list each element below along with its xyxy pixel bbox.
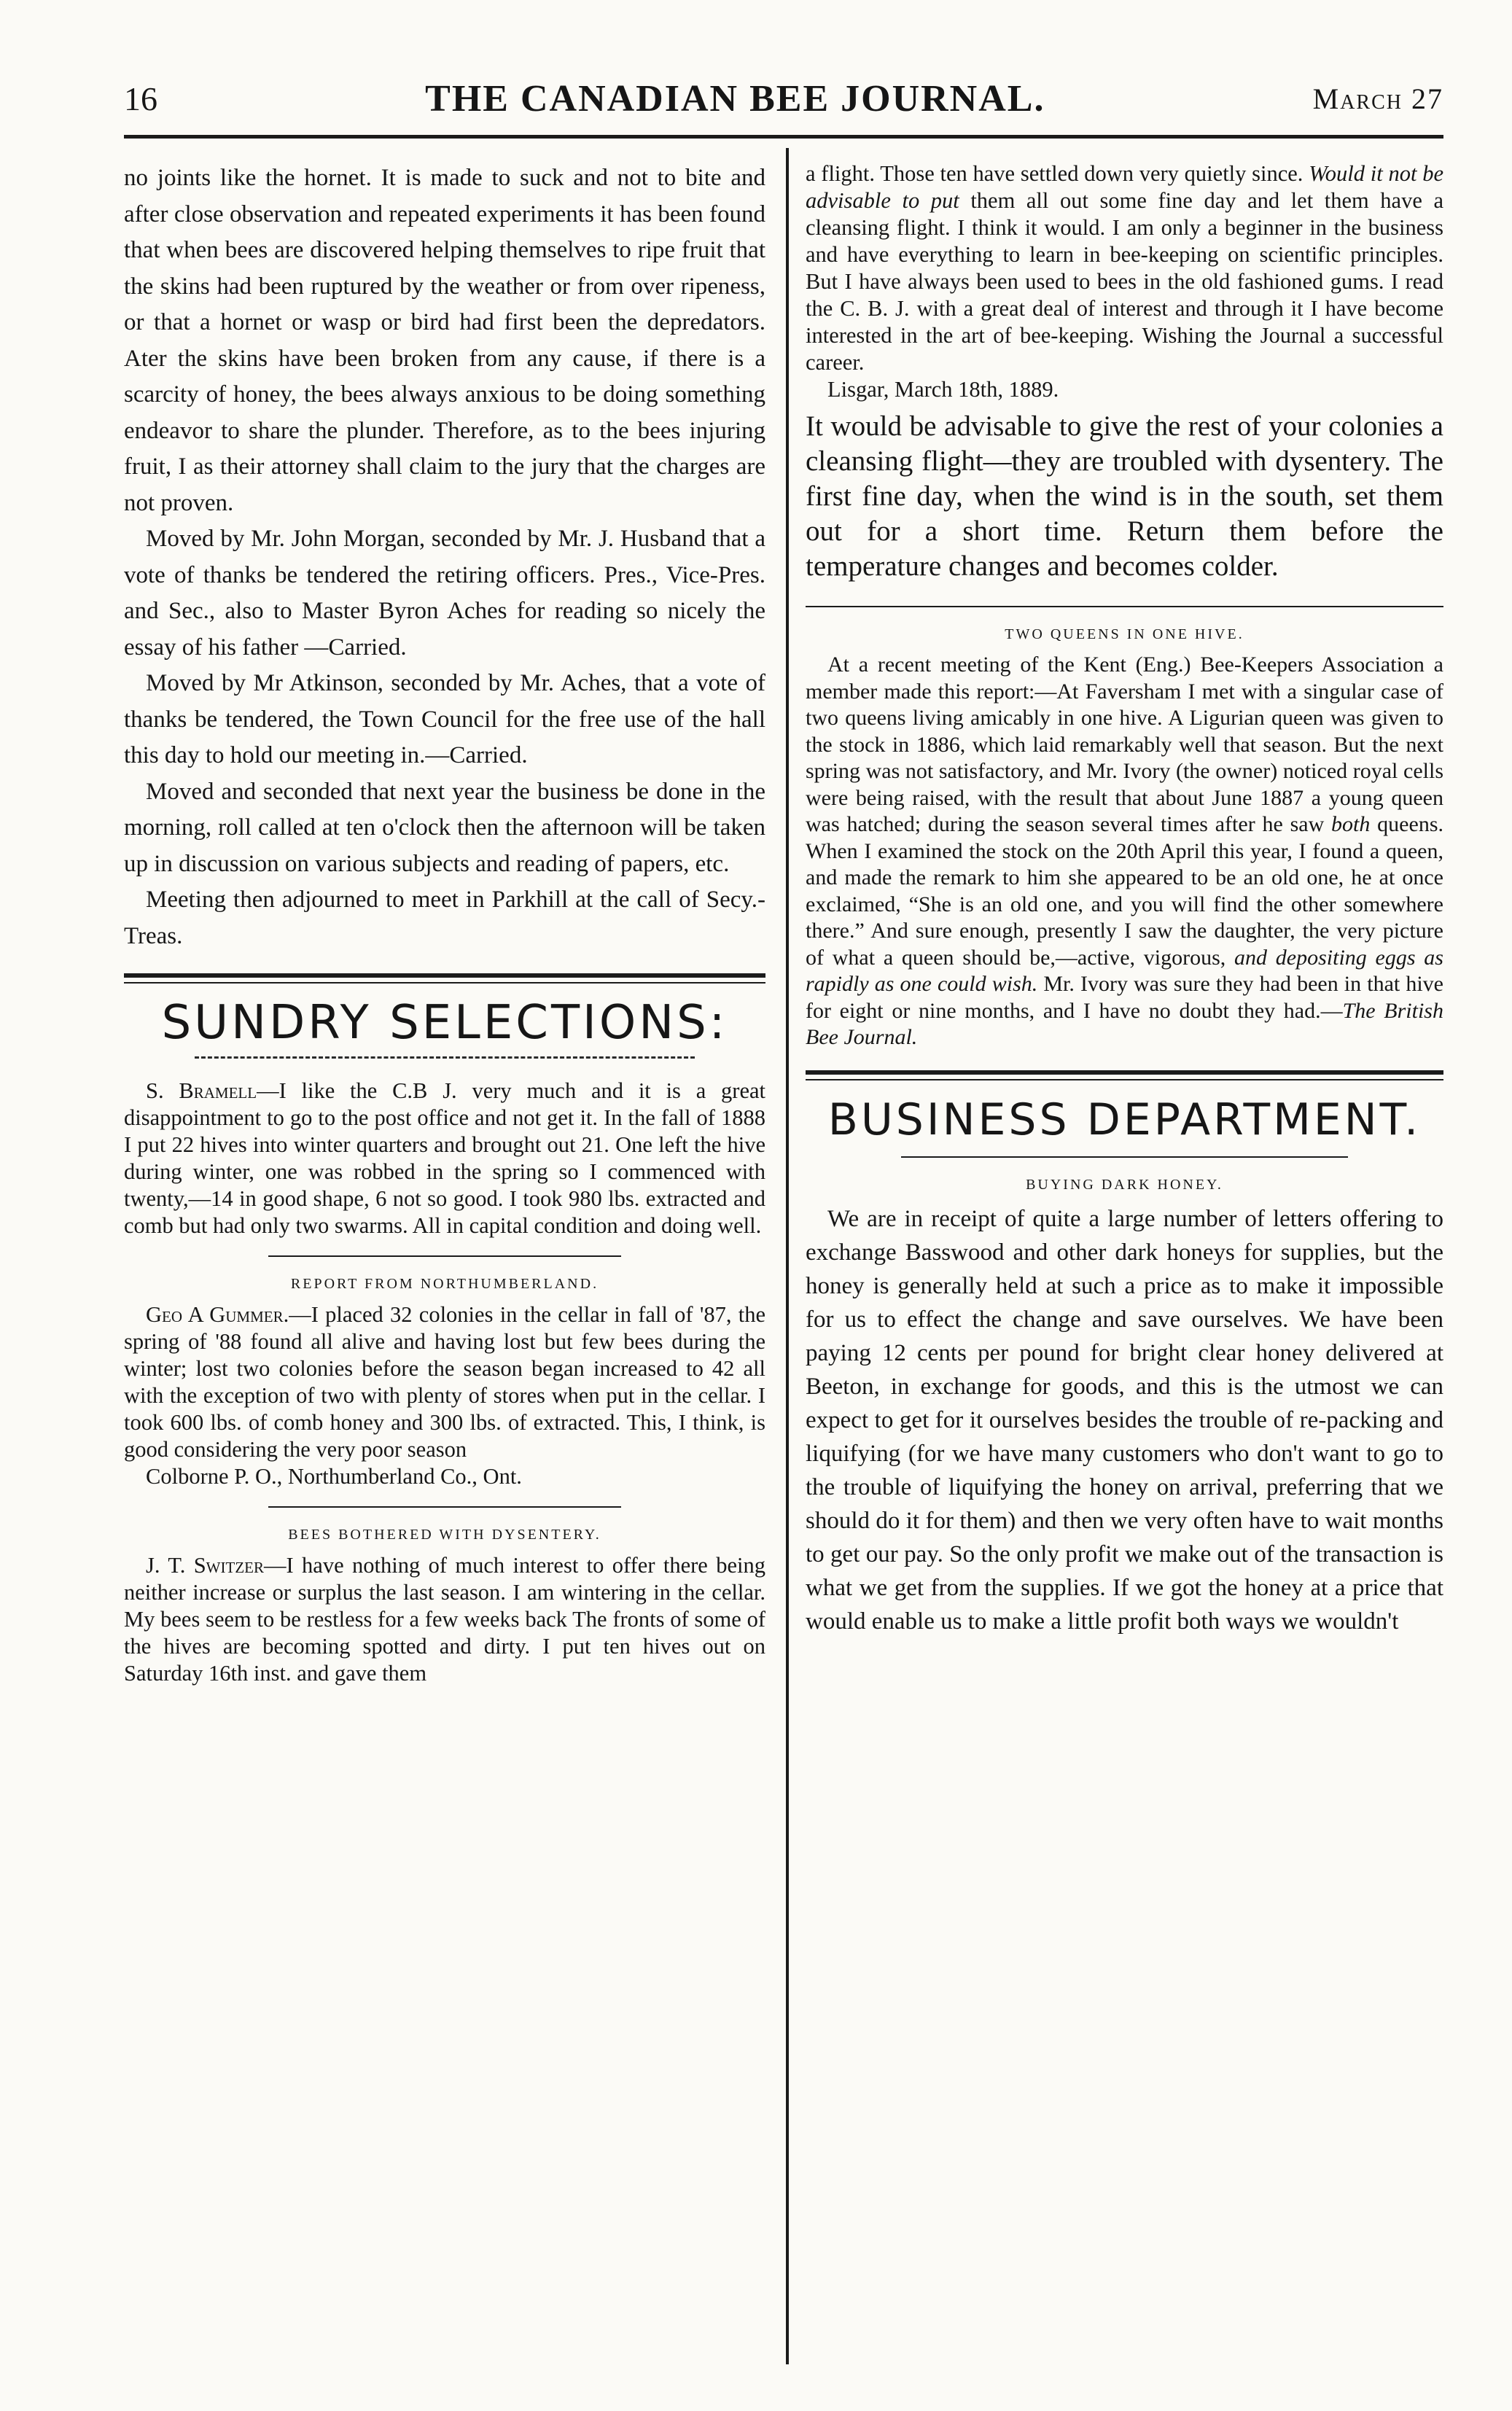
header-rule <box>124 135 1443 139</box>
switzer-letter <box>124 1552 765 1687</box>
journal-page <box>124 69 1443 2380</box>
section-rule-thin <box>806 1079 1443 1080</box>
issue-date: March 27 <box>1312 82 1443 115</box>
section-rule <box>806 606 1443 607</box>
switzer-cont-text: a flight. Those ten have settled down very quietly since. <box>806 161 1309 186</box>
page-header <box>124 69 1443 128</box>
queens-both: both <box>1331 812 1371 836</box>
gummer-letter <box>124 1301 765 1463</box>
gummer-text: —I placed 32 colonies in the cellar in fall of '87, the spring of '88 found all alive and having lost but few bees during the winter; lost two colonies before the season began increased to 42 all with the exception of two with plenty of stores when put in the cellar. I took 600 lbs. of comb honey and 300 lbs. of extracted. This, I think, is good considering the very poor season <box>124 1302 765 1462</box>
switzer-continuation <box>806 160 1443 376</box>
journal-title: THE CANADIAN BEE JOURNAL. <box>425 77 1045 120</box>
dysentery-heading: BEES BOTHERED WITH DYSENTERY. <box>288 1527 601 1543</box>
buying-dark-honey-heading: BUYING DARK HONEY. <box>1026 1176 1223 1193</box>
divider <box>268 1255 621 1257</box>
queens-text-2: queens. When I examined the stock on the 20th April this year, I found a queen, and made the remark to him she appeared to be an old one, he at once exclaimed, “She is an old one, and you will find the other somewhere there.” And sure enough, presently I saw the daughter, the very picture of what a queen should be,—active, vigorous, <box>806 812 1443 970</box>
thanks-officers-paragraph: Moved by Mr. John Morgan, seconded by Mr. J. Husband that a vote of thanks be tendered the retiring officers. Pres., Vice-Pres. and Sec., also to Master Byron Aches for reading so nicely the essay of his father —Carried. <box>124 526 765 661</box>
divider <box>268 1506 621 1508</box>
left-column <box>124 160 765 1687</box>
editor-reply: It would be advisable to give the rest of your colonies a cleansing flight—they are troubled with dysentery. The first fine day, when the wind is in the south, set them out for a short time. Return them before the temperature changes and becomes colder. <box>806 410 1443 582</box>
business-department-heading: BUSINESS DEPARTMENT. <box>827 1094 1422 1145</box>
queens-source: The British Bee Journal. <box>806 998 1443 1049</box>
sundry-selections-heading: SUNDRY SELECTIONS: <box>161 996 728 1050</box>
adjourn-paragraph: Meeting then adjourned to meet in Parkhill at the call of Secy.-Treas. <box>124 887 765 949</box>
switzer-cont-text-2: them all out some fine day and let them have a cleansing flight. I think it would. I am only a beginner in the business and have everything to learn in bee-keeping on scientific principles. But I have always been used to bees in the old fashioned gums. I read the C. B. J. with a great deal of interest and through it I have become interested in the art of bee-keeping. Wishing the Journal a successful career. <box>806 188 1443 375</box>
column-divider <box>786 148 789 2364</box>
queens-text: At a recent meeting of the Kent (Eng.) Bee-Keepers Association a member made this report:—At Faversham I met with a singular case of two queens living amicably in one hive. A Ligurian queen was given to the stock in 1886, which laid remarkably well that season. But the next spring was not satisfactory, and Mr. Ivory (the owner) noticed royal cells were being raised, with the result that about June 1887 a young queen was hatched; during the season several times after he saw <box>806 653 1443 836</box>
gummer-place: Colborne P. O., Northumberland Co., Ont. <box>146 1464 522 1489</box>
gummer-name: Geo A Gummer. <box>146 1302 289 1327</box>
section-rule <box>806 1070 1443 1075</box>
buying-dark-honey-article: We are in receipt of quite a large number of letters offering to exchange Basswood and other dark honeys for supplies, but the honey is generally held at such a price as to make it impossible for us to effect the change and save ourselves. We have been paying 12 cents per pound for bright clear honey delivered at Beeton, in exchange for goods, and this is the utmost we can expect to get for it ourselves besides the trouble of re-packing and liquifying (for we have many customers who don't want to go to the trouble of liquifying the honey on arrival, preferring that we should do it for them) and then we very often have to wait months to get our pay. So the only profit we make out of the transaction is what we get from the supplies. If we got the honey at a price that would enable us to make a little profit both ways we wouldn't <box>806 1205 1443 1635</box>
next-year-paragraph: Moved and seconded that next year the business be done in the morning, roll called at ten o'clock then the afternoon will be taken up in discussion on various subjects and reading of papers, etc. <box>124 778 765 877</box>
section-rule-thin <box>124 982 765 984</box>
hornet-paragraph: no joints like the hornet. It is made to suck and not to bite and after close observation and repeated experiments it has been found that when bees are discovered helping themselves to ripe fruit that the skins had been ruptured by the weather or from over ripeness, or that a hornet or wasp or bird had first been the depredators. Ater the skins have been broken from any cause, if there is a scarcity of honey, the bees always anxious to be doing something endeavor to share the plunder. Therefore, as to the bees injuring fruit, I as their attorney shall claim to the jury that the charges are not proven. <box>124 165 765 516</box>
switzer-name: J. T. Switzer <box>146 1553 264 1578</box>
queens-italic: and depositing eggs as rapidly as one could wish. <box>806 945 1443 996</box>
page-number: 16 <box>124 79 157 117</box>
queens-text-3: Mr. Ivory was sure they had been in that hive for eight or nine months, and I have no doubt they had.— <box>806 972 1443 1023</box>
switzer-cont-question: Would it not be advisable to put <box>806 161 1443 213</box>
dashed-rule <box>195 1056 695 1059</box>
two-queens-article <box>806 652 1443 1051</box>
thanks-council-paragraph: Moved by Mr Atkinson, seconded by Mr. Aches, that a vote of thanks be tendered, the Town Council for the free use of the hall this day to hold our meeting in.—Carried. <box>124 670 765 768</box>
lisgar-signoff: Lisgar, March 18th, 1889. <box>827 377 1059 402</box>
bramell-name: S. Bramell <box>146 1078 257 1103</box>
northumberland-heading: REPORT FROM NORTHUMBERLAND. <box>290 1276 599 1292</box>
two-queens-heading: TWO QUEENS IN ONE HIVE. <box>1005 626 1244 642</box>
divider <box>901 1156 1348 1158</box>
right-column <box>806 160 1443 1638</box>
bramell-letter <box>124 1078 765 1239</box>
bramell-text: —I like the C.B J. very much and it is a great disappointment to go to the post office and not get it. In the fall of 1888 I put 22 hives into winter quarters and brought out 21. One left the hive during winter, one was robbed in the spring so I commenced with twenty,—14 in good shape, 6 not so good. I took 980 lbs. extracted and comb but had only two swarms. All in capital condition and doing well. <box>124 1078 765 1238</box>
section-rule <box>124 973 765 978</box>
switzer-text: —I have nothing of much interest to offer there being neither increase or surplus the last season. I am wintering in the cellar. My bees seem to be restless for a few weeks back The fronts of some of the hives are becoming spotted and dirty. I put ten hives out on Saturday 16th inst. and gave them <box>124 1553 765 1686</box>
